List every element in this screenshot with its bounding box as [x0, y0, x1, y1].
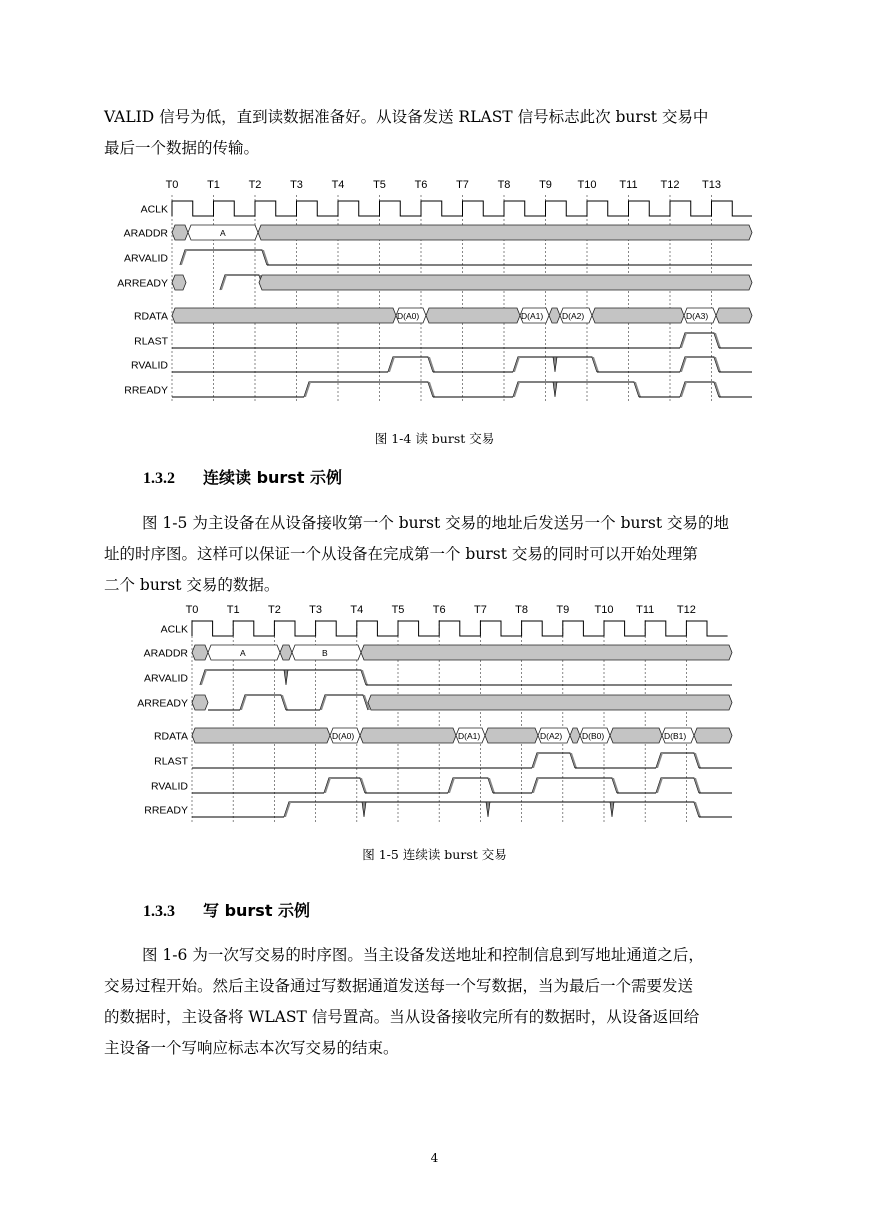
- section-1-3-2-title: 连续读 burst 示例: [203, 468, 343, 487]
- arready-invalid: [192, 695, 208, 710]
- paragraph-2-line-1: 图 1-5 为主设备在从设备接收第一个 burst 交易的地址后发送另一个 burst 交易的地: [142, 514, 730, 532]
- signal-label-arvalid: ARVALID: [124, 252, 168, 265]
- signal-label-rdata: RDATA: [133, 310, 168, 323]
- signal-label-aclk: ACLK: [160, 623, 188, 636]
- arvalid-dip: [284, 670, 288, 685]
- tick-label-t8: T8: [497, 179, 511, 191]
- rvalid-pulse-1: [388, 357, 433, 372]
- rdata-invalid: [610, 728, 662, 743]
- rdata-label-a2: D(A2): [540, 731, 563, 741]
- tick-label-t11: T11: [619, 179, 638, 191]
- intro-paragraph: [104, 102, 768, 164]
- rdata-invalid: [694, 728, 732, 743]
- signal-label-rvalid: RVALID: [131, 359, 168, 372]
- tick-label-t0: T0: [165, 179, 179, 191]
- rready-dip: [486, 802, 490, 817]
- rready-pulse-1-edge: [304, 382, 435, 397]
- tick-label-t7: T7: [473, 604, 487, 616]
- araddr-invalid: [192, 645, 208, 660]
- araddr-invalid: [280, 645, 292, 660]
- araddr-invalid: [361, 645, 732, 660]
- section-1-3-2-heading: [143, 465, 342, 488]
- tick-label-t1: T1: [226, 604, 240, 616]
- rdata-invalid: [570, 728, 580, 743]
- tick-label-t2: T2: [248, 179, 262, 191]
- intro-line-2: 最后一个数据的传输。: [104, 139, 260, 157]
- rdata-label-b0: D(B0): [582, 731, 605, 741]
- arready-pulse-2-edge: [320, 695, 370, 710]
- aclk-waveform: [192, 621, 728, 636]
- tick-label-t1: T1: [207, 179, 220, 191]
- tick-label-t3: T3: [309, 604, 323, 616]
- rready-dip: [362, 802, 366, 817]
- rdata-label-a0: D(A0): [332, 731, 355, 741]
- paragraph-3: [104, 940, 768, 1064]
- rready-pulse-edge: [284, 802, 701, 817]
- rdata-invalid: [426, 308, 520, 323]
- arready-pulse-2: [320, 695, 368, 710]
- rready-pulse-1: [304, 382, 433, 397]
- signal-label-rready: RREADY: [144, 804, 188, 817]
- rdata-label-b1: D(B1): [664, 731, 687, 741]
- arready-invalid: [259, 275, 752, 290]
- paragraph-2-line-2: 址的时序图。这样可以保证一个从设备在完成第一个 burst 交易的同时可以开始处理第: [104, 545, 698, 563]
- section-1-3-3-title: 写 burst 示例: [203, 901, 311, 920]
- signal-label-aclk: ACLK: [140, 203, 168, 216]
- section-1-3-3-heading: [143, 898, 310, 921]
- tick-label-t13: T13: [702, 179, 721, 191]
- signal-label-rvalid: RVALID: [151, 780, 188, 793]
- paragraph-3-line-2: 交易过程开始。然后主设备通过写数据通道发送每一个写数据，当为最后一个需要发送: [104, 977, 694, 995]
- signal-label-araddr: ARADDR: [143, 647, 188, 660]
- paragraph-2: [104, 508, 768, 601]
- signal-label-rlast: RLAST: [154, 755, 188, 768]
- tick-label-t12: T12: [660, 179, 680, 191]
- arvalid-waveform: [200, 670, 366, 685]
- arready-invalid: [368, 695, 732, 710]
- tick-label-t3: T3: [290, 179, 303, 191]
- rlast-pulse-1: [532, 753, 575, 768]
- section-1-3-3-number: 1.3.3: [143, 903, 175, 920]
- intro-line-1: VALID 信号为低，直到读数据准备好。从设备发送 RLAST 信号标志此次 burst 交易中: [104, 108, 709, 126]
- figure-1-5-timing-diagram: [120, 600, 760, 830]
- tick-label-t10: T10: [594, 604, 614, 616]
- section-1-3-2-number: 1.3.2: [143, 470, 175, 487]
- tick-label-t10: T10: [577, 179, 597, 191]
- rdata-invalid: [716, 308, 752, 323]
- signal-label-arready: ARREADY: [117, 277, 168, 290]
- rvalid-dip: [553, 357, 557, 372]
- rdata-label-a3: D(A3): [686, 311, 709, 321]
- paragraph-3-line-4: 主设备一个写响应标志本次写交易的结束。: [104, 1039, 399, 1057]
- arvalid-waveform-edge: [180, 250, 269, 265]
- tick-label-t6: T6: [432, 604, 446, 616]
- araddr-invalid: [258, 225, 752, 240]
- rdata-label-a1: D(A1): [458, 731, 481, 741]
- rvalid-pulse-2: [448, 778, 493, 793]
- rdata-invalid: [172, 308, 396, 323]
- signal-label-rlast: RLAST: [134, 335, 168, 348]
- rdata-invalid: [192, 728, 330, 743]
- tick-label-t6: T6: [414, 179, 428, 191]
- rdata-invalid: [485, 728, 538, 743]
- signal-label-arready: ARREADY: [137, 697, 188, 710]
- paragraph-3-line-3: 的数据时，主设备将 WLAST 信号置高。当从设备接收完所有的数据时，从设备返回给: [104, 1008, 700, 1026]
- arready-invalid: [172, 275, 186, 290]
- signal-label-rdata: RDATA: [153, 730, 188, 743]
- tick-label-t9: T9: [556, 604, 570, 616]
- rvalid-pulse-1-edge: [388, 357, 435, 372]
- rvalid-pulse-2-edge: [448, 778, 495, 793]
- tick-label-t9: T9: [539, 179, 552, 191]
- tick-label-t2: T2: [267, 604, 281, 616]
- tick-label-t0: T0: [185, 604, 199, 616]
- rlast-pulse-2: [656, 753, 699, 768]
- tick-label-t5: T5: [391, 604, 405, 616]
- signal-label-rready: RREADY: [124, 384, 168, 397]
- tick-label-t4: T4: [331, 179, 345, 191]
- rready-dip: [610, 802, 614, 817]
- tick-label-t8: T8: [515, 604, 529, 616]
- rdata-label-a0: D(A0): [397, 311, 420, 321]
- arready-pulse-1-edge: [240, 695, 288, 710]
- rdata-label-a2: D(A2): [562, 311, 585, 321]
- rvalid-pulse-3-edge: [680, 357, 721, 372]
- figure-1-4-caption: 图 1-4 读 burst 交易: [374, 431, 495, 446]
- araddr-invalid: [172, 225, 188, 240]
- rdata-invalid: [360, 728, 456, 743]
- tick-label-t7: T7: [456, 179, 469, 191]
- rready-pulse: [284, 802, 699, 817]
- araddr-label-a: A: [240, 648, 246, 658]
- arready-pulse-1: [240, 695, 286, 710]
- paragraph-3-line-1: 图 1-6 为一次写交易的时序图。当主设备发送地址和控制信息到写地址通道之后，: [142, 946, 704, 964]
- rready-dip: [553, 382, 557, 397]
- rdata-label-a1: D(A1): [521, 311, 544, 321]
- figure-1-4-timing-diagram: [100, 175, 760, 410]
- arvalid-waveform: [180, 250, 267, 265]
- figure-1-5-caption: 图 1-5 连续读 burst 交易: [362, 847, 507, 862]
- tick-label-t4: T4: [350, 604, 364, 616]
- signal-label-arvalid: ARVALID: [144, 672, 188, 685]
- aclk-waveform: [172, 201, 752, 216]
- tick-label-t11: T11: [636, 604, 655, 616]
- rvalid-pulse-4: [656, 778, 699, 793]
- paragraph-2-line-3: 二个 burst 交易的数据。: [104, 576, 280, 594]
- araddr-label-b: B: [322, 648, 328, 658]
- page-number: 4: [430, 1151, 439, 1165]
- rready-pulse-3-edge: [680, 382, 721, 397]
- araddr-label-a: A: [220, 228, 226, 238]
- signal-label-araddr: ARADDR: [123, 227, 168, 240]
- rready-pulse-2: [513, 382, 639, 397]
- tick-label-t12: T12: [676, 604, 696, 616]
- tick-label-t5: T5: [373, 179, 386, 191]
- rlast-pulse-edge: [680, 333, 721, 348]
- rready-pulse-2-edge: [513, 382, 641, 397]
- arready-waveform: [220, 275, 264, 290]
- rdata-invalid: [592, 308, 684, 323]
- rdata-invalid: [549, 308, 560, 323]
- rvalid-pulse-3-edge: [532, 778, 619, 793]
